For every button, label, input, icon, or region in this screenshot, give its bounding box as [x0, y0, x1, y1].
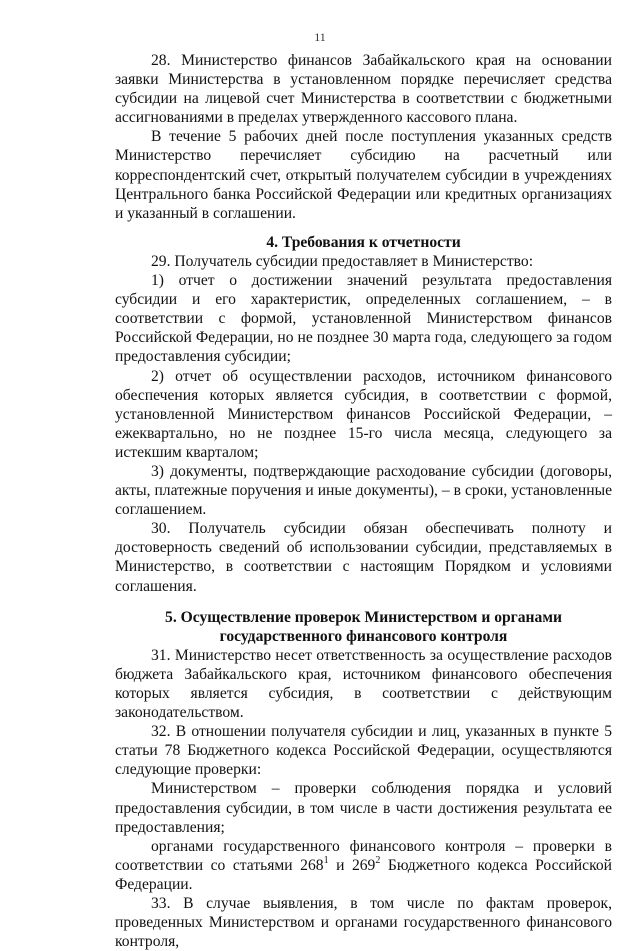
paragraph-32-financial-control-checks	[115, 837, 612, 894]
paragraph-30: 30. Получатель субсидии обязан обеспечивать полноту и достоверность сведений об использовании субсидии, представляемых в Министерство, в соответствии с настоящим Порядком и условиями соглашения.	[115, 520, 612, 595]
section-5-heading-line-1: 5. Осуществление проверок Министерством и органами	[165, 608, 562, 626]
paragraph-29-item-3: 3) документы, подтверждающие расходование субсидии (договоры, акты, платежные поручения и иные документы), – в сроки, установленные соглашением.	[115, 462, 612, 519]
section-5-heading	[115, 608, 612, 646]
paragraph-32-ministry-checks: Министерством – проверки соблюдения порядка и условий предоставления субсидии, в том числе в части достижения результата ее предоставления;	[115, 780, 612, 836]
section-5-heading-line-2: государственного финансового контроля	[219, 627, 508, 645]
paragraph-28-transfer: В течение 5 рабочих дней после поступления указанных средств Министерство перечисляет субсидию на расчетный или корреспондентский счет, открытый получателем субсидии в учреждениях Центрального банка Российской Федерации или кредитных организациях и указанный в соглашении.	[115, 128, 612, 222]
paragraph-31: 31. Министерство несет ответственность за осуществление расходов бюджета Забайкальского края, источником финансового обеспечения которых является субсидия, в соответствии с действующим законодательством.	[115, 646, 612, 722]
text-segment: органами государственного финансового контроля – проверки в соответствии со статьями 268	[115, 837, 612, 874]
paragraph-28: 28. Министерство финансов Забайкальского края на основании заявки Министерства в установленном порядке перечисляет средства субсидии на лицевой счет Министерства в соответствии с бюджетными ассигнованиями в пределах утвержденного кассового плана.	[115, 52, 612, 127]
paragraph-32: 32. В отношении получателя субсидии и лиц, указанных в пункте 5 статьи 78 Бюджетного кодекса Российской Федерации, осуществляются следующие проверки:	[115, 723, 612, 779]
superscript: 1	[323, 854, 329, 866]
paragraph-29-item-1: 1) отчет о достижении значений результата предоставления субсидии и его характеристик, определенных соглашением, – в соответствии с формой, установленной Министерством финансов Российской Федерации, но не позднее 30 марта года, следующего за годом предоставления субсидии;	[115, 272, 612, 366]
text-segment: и 269	[328, 856, 376, 874]
text-segment: Бюджетного кодекса Российской Федерации.	[115, 856, 612, 893]
paragraph-29: 29. Получатель субсидии предоставляет в Министерство:	[151, 252, 534, 270]
paragraph-29-item-2: 2) отчет об осуществлении расходов, источником финансового обеспечения которых является субсидия, в соответствии с формой, установленной Министерством финансов Российской Федерации, – ежеквартально, но не позднее 15-го числа месяца, следующего за истекшим кварталом;	[115, 367, 612, 461]
superscript: 2	[375, 854, 381, 866]
document-body	[115, 51, 612, 951]
paragraph-33: 33. В случае выявления, в том числе по фактам проверок, проведенных Министерством и органами государственного финансового контроля,	[115, 895, 612, 951]
section-4-heading: 4. Требования к отчетности	[266, 233, 461, 251]
page-number: 11	[314, 30, 326, 44]
